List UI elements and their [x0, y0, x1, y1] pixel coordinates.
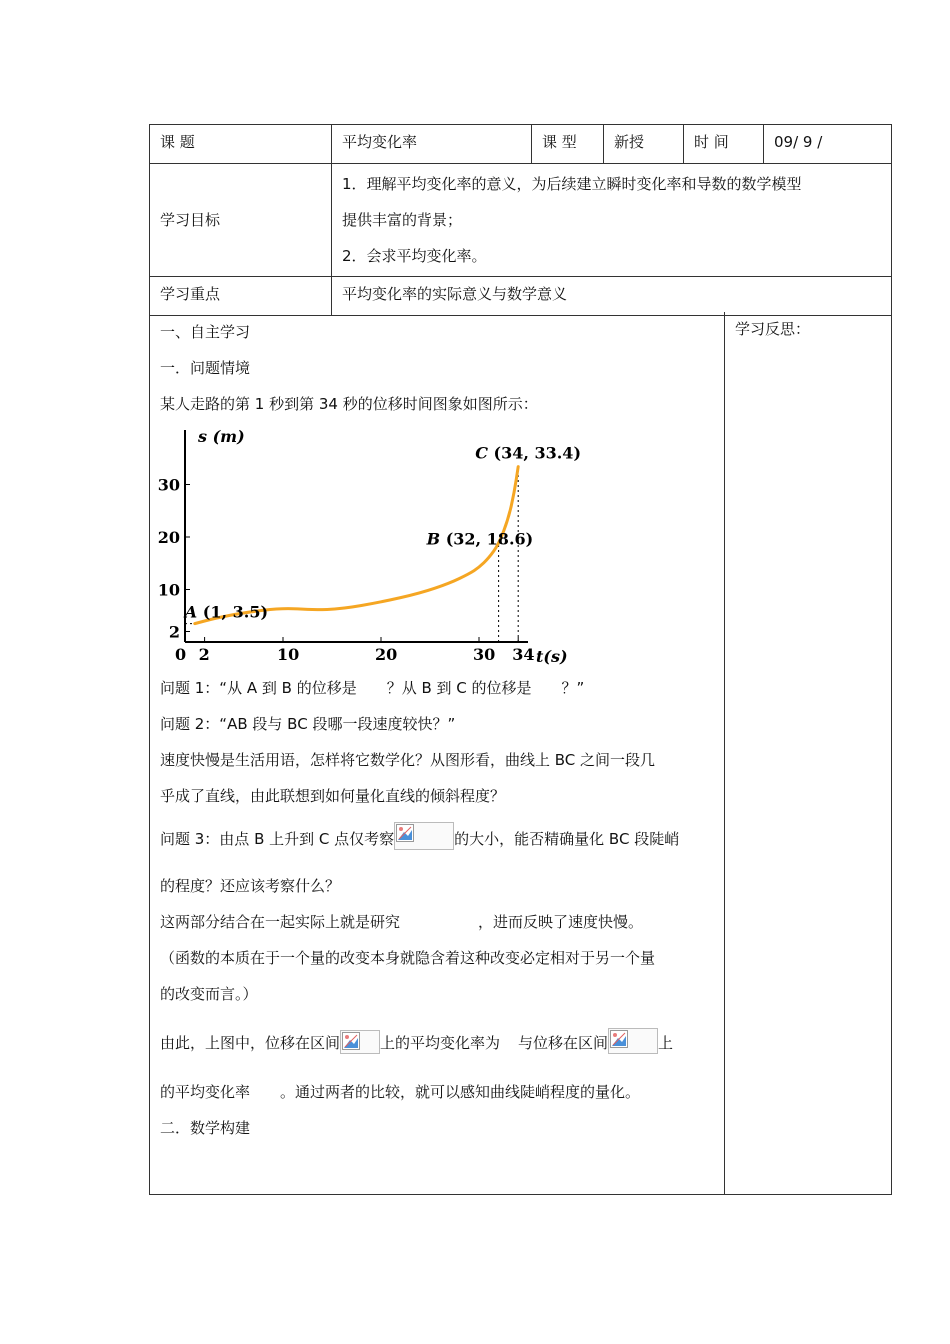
- displacement-time-graph: [157, 424, 600, 666]
- type-label: 课 型: [532, 125, 604, 164]
- paragraph-research-part2: ，进而反映了速度快慢。: [478, 913, 644, 931]
- paragraph-intervals-part4: 上: [658, 1034, 674, 1052]
- broken-image-icon: [342, 1032, 360, 1050]
- intro-text: 某人走路的第 1 秒到第 34 秒的位移时间图象如图所示：: [160, 395, 538, 413]
- section-self-study: 一、自主学习: [160, 323, 251, 341]
- paragraph-intervals-part1: 由此，上图中，位移在区间: [160, 1034, 341, 1052]
- paragraph-speed: 速度快慢是生活用语，怎样将它数学化？从图形看，曲线上 BC 之间一段几: [160, 751, 656, 769]
- topic-value: 平均变化率: [332, 125, 532, 164]
- section-math-construct: 二．数学构建: [160, 1119, 251, 1137]
- study-body: [149, 312, 892, 1195]
- formula-image-placeholder: [394, 822, 454, 850]
- lesson-header-table: [149, 124, 892, 316]
- question-3-part1: 问题 3：由点 B 上升到 C 点仅考察: [160, 830, 395, 848]
- y-axis-label: s (m): [198, 427, 245, 446]
- question-3: [160, 814, 718, 864]
- y-tick-label: 2: [168, 622, 180, 642]
- x-tick-label: 20: [375, 645, 398, 664]
- paragraph-function-cont: 的改变而言。）: [160, 985, 258, 1003]
- question-3-cont: 的程度？还应该考察什么？: [160, 877, 341, 895]
- goal-1-cont: 提供丰富的背景；: [342, 211, 463, 229]
- reflection-label: 学习反思：: [735, 320, 811, 338]
- goal-2: 2．会求平均变化率。: [342, 247, 487, 265]
- x-tick-label: 2: [198, 645, 210, 664]
- x-axis-label: t(s): [536, 647, 568, 666]
- broken-image-icon: [396, 824, 414, 842]
- interval-image-placeholder-2: [608, 1028, 658, 1054]
- time-value: 09/ 9 /: [764, 125, 892, 164]
- type-value: 新授: [604, 125, 684, 164]
- study-content: [157, 314, 718, 1146]
- point-a-label: A (1, 3.5): [184, 602, 269, 622]
- focus-label: 学习重点: [150, 277, 332, 316]
- question-2: 问题 2：“AB 段与 BC 段哪一段速度较快？”: [160, 715, 456, 733]
- point-c-label: C (34, 33.4): [475, 443, 582, 463]
- goals-content: [332, 164, 892, 277]
- x-tick-label: 30: [473, 645, 496, 664]
- x-tick-label: 10: [277, 645, 300, 664]
- paragraph-speed-cont: 乎成了直线，由此联想到如何量化直线的倾斜程度？: [160, 787, 506, 805]
- graph-svg: [157, 424, 600, 666]
- goals-label: 学习目标: [150, 164, 332, 277]
- time-label: 时 间: [684, 125, 764, 164]
- paragraph-intervals-part3: 与位移在区间: [518, 1034, 609, 1052]
- column-divider: [724, 312, 725, 1194]
- paragraph-intervals: [160, 1018, 718, 1068]
- topic-label: 课 题: [150, 125, 332, 164]
- point-b-label: B (32, 18.6): [426, 529, 534, 549]
- question-3-part2: 的大小，能否精确量化 BC 段陡峭: [454, 830, 680, 848]
- paragraph-compare: 的平均变化率 。通过两者的比较，就可以感知曲线陡峭程度的量化。: [160, 1083, 641, 1101]
- focus-value: 平均变化率的实际意义与数学意义: [332, 277, 892, 316]
- goal-1: 1．理解平均变化率的意义，为后续建立瞬时变化率和导数的数学模型: [342, 175, 802, 193]
- y-tick-label: 20: [157, 528, 180, 547]
- x-tick-label: 0: [175, 645, 187, 664]
- interval-image-placeholder-1: [340, 1030, 380, 1054]
- x-tick-label: 34: [512, 645, 535, 664]
- subsection-problem: 一．问题情境: [160, 359, 251, 377]
- broken-image-icon: [610, 1030, 628, 1048]
- paragraph-intervals-part2: 上的平均变化率为: [380, 1034, 501, 1052]
- paragraph-research: [160, 904, 718, 940]
- question-1: 问题 1：“从 A 到 B 的位移是 ？从 B 到 C 的位移是 ？”: [160, 679, 585, 697]
- y-tick-label: 30: [157, 475, 180, 495]
- paragraph-function: （函数的本质在于一个量的改变本身就隐含着这种改变必定相对于另一个量: [160, 949, 656, 967]
- paragraph-research-part1: 这两部分结合在一起实际上就是研究: [160, 913, 401, 931]
- y-tick-label: 10: [157, 580, 180, 600]
